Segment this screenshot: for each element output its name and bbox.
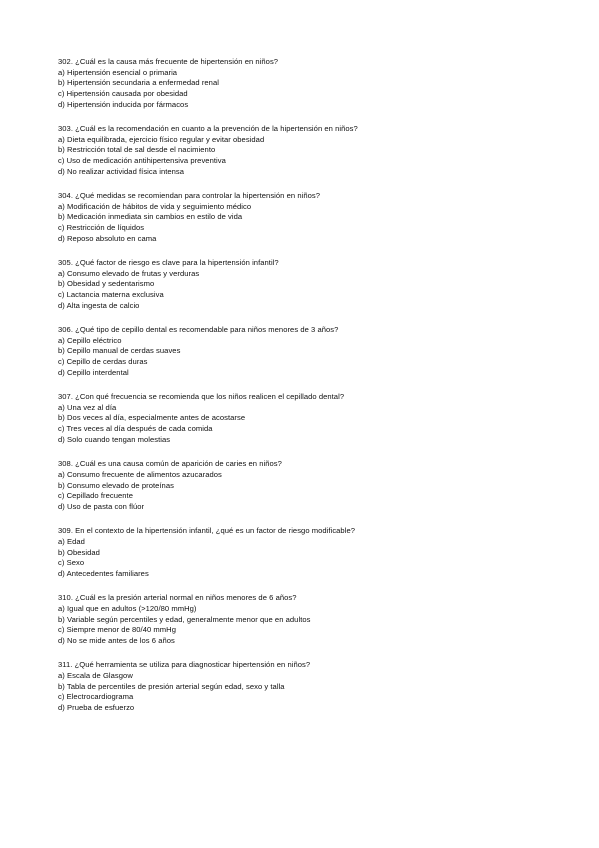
option-a: a) Una vez al día bbox=[58, 402, 117, 412]
question-text: 311. ¿Qué herramienta se utiliza para diagnosticar hipertensión en niños? bbox=[58, 660, 311, 670]
question-list bbox=[58, 57, 578, 727]
option-a: a) Escala de Glasgow bbox=[58, 670, 133, 680]
option-a: a) Igual que en adultos (>120/80 mmHg) bbox=[58, 603, 197, 613]
option-c: c) Hipertensión causada por obesidad bbox=[58, 89, 188, 99]
question-text: 308. ¿Cuál es una causa común de aparición de caries en niños? bbox=[58, 459, 282, 469]
option-a: a) Consumo elevado de frutas y verduras bbox=[58, 268, 200, 278]
option-c: c) Restricción de líquidos bbox=[58, 223, 145, 233]
question-309 bbox=[58, 526, 578, 580]
question-306 bbox=[58, 325, 578, 379]
question-310 bbox=[58, 593, 578, 647]
option-d: d) Alta ingesta de calcio bbox=[58, 300, 140, 310]
option-d: d) Solo cuando tengan molestias bbox=[58, 434, 171, 444]
question-308 bbox=[58, 459, 578, 513]
option-b: b) Variable según percentiles y edad, generalmente menor que en adultos bbox=[58, 614, 311, 624]
option-b: b) Hipertensión secundaria a enfermedad renal bbox=[58, 78, 219, 88]
option-a: a) Cepillo eléctrico bbox=[58, 335, 122, 345]
option-b: b) Cepillo manual de cerdas suaves bbox=[58, 346, 181, 356]
question-text: 303. ¿Cuál es la recomendación en cuanto a la prevención de la hipertensión en niños? bbox=[58, 124, 358, 134]
option-c: c) Sexo bbox=[58, 558, 85, 568]
question-307 bbox=[58, 392, 578, 446]
option-b: b) Dos veces al día, especialmente antes de acostarse bbox=[58, 413, 246, 423]
option-a: a) Hipertensión esencial o primaria bbox=[58, 67, 178, 77]
question-304 bbox=[58, 191, 578, 245]
option-d: d) Uso de pasta con flúor bbox=[58, 501, 145, 511]
option-d: d) Cepillo interdental bbox=[58, 367, 129, 377]
option-b: b) Tabla de percentiles de presión arterial según edad, sexo y talla bbox=[58, 681, 285, 691]
option-c: c) Electrocardiograma bbox=[58, 692, 134, 702]
question-305 bbox=[58, 258, 578, 312]
question-311 bbox=[58, 660, 578, 714]
question-text: 304. ¿Qué medidas se recomiendan para controlar la hipertensión en niños? bbox=[58, 191, 320, 201]
option-d: d) No realizar actividad física intensa bbox=[58, 166, 185, 176]
option-d: d) Prueba de esfuerzo bbox=[58, 702, 135, 712]
question-text: 302. ¿Cuál es la causa más frecuente de hipertensión en niños? bbox=[58, 57, 279, 66]
option-b: b) Obesidad bbox=[58, 547, 100, 557]
option-b: b) Consumo elevado de proteínas bbox=[58, 480, 174, 490]
option-d: d) Antecedentes familiares bbox=[58, 568, 149, 578]
option-c: c) Cepillado frecuente bbox=[58, 491, 133, 501]
option-c: c) Uso de medicación antihipertensiva preventiva bbox=[58, 156, 226, 166]
question-302 bbox=[58, 57, 578, 111]
option-c: c) Cepillo de cerdas duras bbox=[58, 357, 148, 367]
option-c: c) Siempre menor de 80/40 mmHg bbox=[58, 625, 176, 635]
question-text: 307. ¿Con qué frecuencia se recomienda que los niños realicen el cepillado dental? bbox=[58, 392, 345, 402]
option-d: d) Hipertensión inducida por fármacos bbox=[58, 99, 189, 109]
question-303 bbox=[58, 124, 578, 178]
option-b: b) Obesidad y sedentarismo bbox=[58, 279, 155, 289]
question-text: 306. ¿Qué tipo de cepillo dental es recomendable para niños menores de 3 años? bbox=[58, 325, 339, 335]
option-a: a) Dieta equilibrada, ejercicio físico regular y evitar obesidad bbox=[58, 134, 265, 144]
question-text: 305. ¿Qué factor de riesgo es clave para la hipertensión infantil? bbox=[58, 258, 279, 268]
option-a: a) Consumo frecuente de alimentos azucarados bbox=[58, 469, 222, 479]
option-d: d) No se mide antes de los 6 años bbox=[58, 635, 175, 645]
question-text: 309. En el contexto de la hipertensión infantil, ¿qué es un factor de riesgo modificable? bbox=[58, 526, 355, 536]
question-text: 310. ¿Cuál es la presión arterial normal en niños menores de 6 años? bbox=[58, 593, 297, 603]
option-c: c) Lactancia materna exclusiva bbox=[58, 290, 164, 300]
option-c: c) Tres veces al día después de cada comida bbox=[58, 424, 213, 434]
option-b: b) Restricción total de sal desde el nacimiento bbox=[58, 145, 216, 155]
option-a: a) Modificación de hábitos de vida y seguimiento médico bbox=[58, 201, 252, 211]
option-a: a) Edad bbox=[58, 536, 85, 546]
option-b: b) Medicación inmediata sin cambios en estilo de vida bbox=[58, 212, 243, 222]
option-d: d) Reposo absoluto en cama bbox=[58, 233, 157, 243]
